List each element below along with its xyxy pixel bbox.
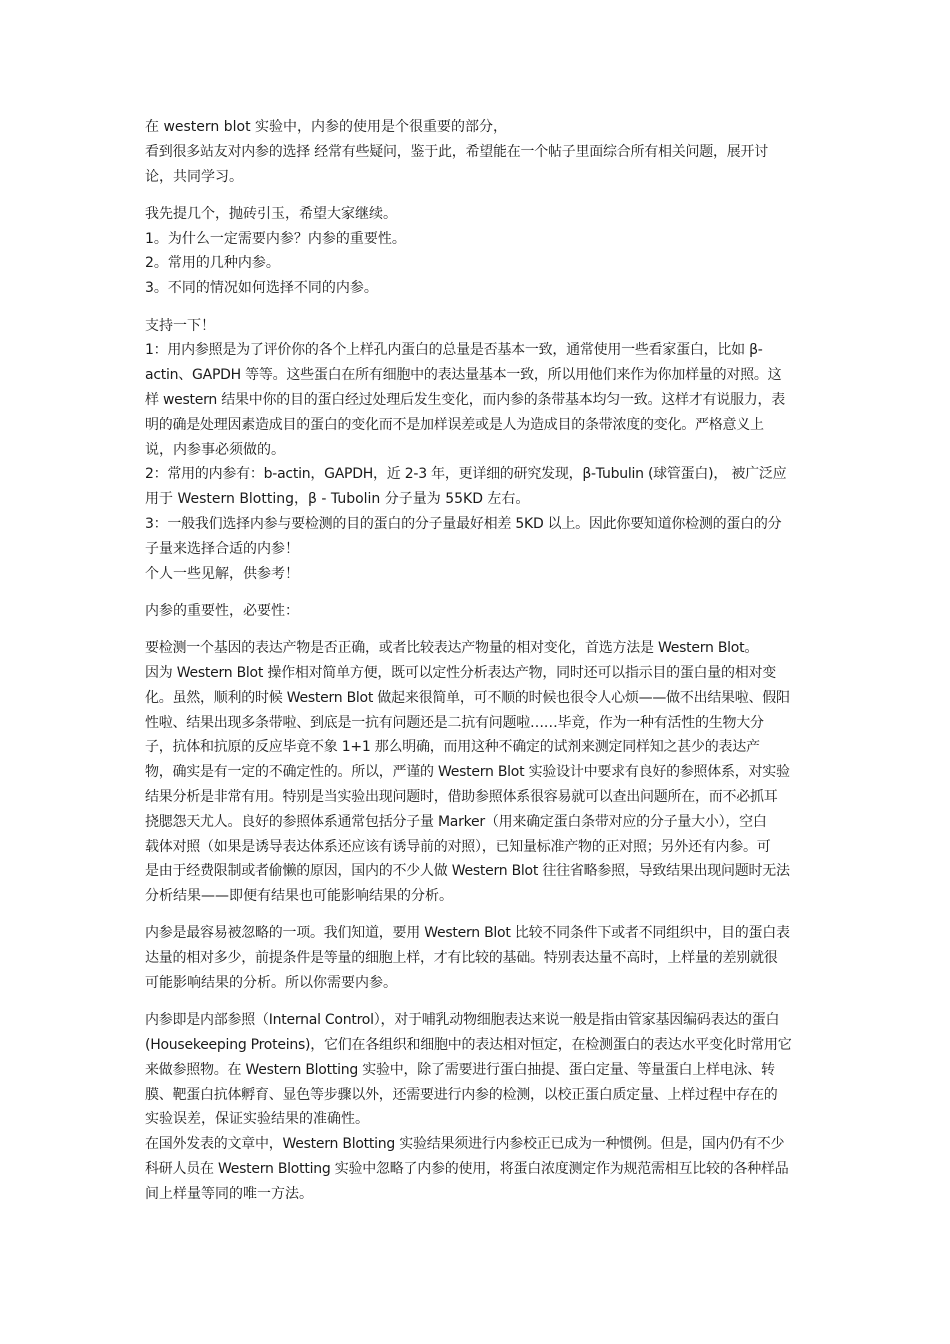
- text-line: 看到很多站友对内参的选择 经常有些疑问，鉴于此，希望能在一个帖子里面综合所有相关问题，展开讨: [145, 143, 768, 160]
- text-line: 个人一些见解，供参考！: [145, 565, 299, 582]
- text-line: 膜、靶蛋白抗体孵育、显色等步骤以外，还需要进行内参的检测，以校正蛋白质定量、上样过程中存在的: [145, 1086, 778, 1103]
- text-line: 实验误差，保证实验结果的准确性。: [145, 1111, 369, 1128]
- text-line: 要检测一个基因的表达产物是否正确，或者比较表达产物量的相对变化，首选方法是 Western Blot。: [145, 640, 759, 657]
- text-line: 结果分析是非常有用。特别是当实验出现问题时，借助参照体系很容易就可以查出问题所在，而不必抓耳: [145, 788, 778, 805]
- text-line: 来做参照物。在 Western Blotting 实验中，除了需要进行蛋白抽提、蛋白定量、等量蛋白上样电泳、转: [145, 1061, 775, 1078]
- text-line: 样 western 结果中你的目的蛋白经过处理后发生变化，而内参的条带基本均匀一致。这样才有说服力，表: [145, 391, 785, 408]
- text-line: 2：常用的内参有：b-actin，GAPDH，近 2-3 年，更详细的研究发现，β-Tubulin (球管蛋白)， 被广泛应: [145, 466, 787, 483]
- text-line: 子，抗体和抗原的反应毕竟不象 1+1 那么明确，而用这种不确定的试剂来测定同样知之甚少的表达产: [145, 739, 760, 756]
- document-page: [145, 115, 807, 1219]
- text-line: 在国外发表的文章中，Western Blotting 实验结果须进行内参校正已成为一种惯例。但是，国内仍有不少: [145, 1136, 785, 1153]
- questions-list: [145, 202, 807, 301]
- text-line: 达量的相对多少，前提条件是等量的细胞上样，才有比较的基础。特别表达量不高时，上样量的差别就很: [145, 950, 778, 967]
- text-line: 间上样量等同的唯一方法。: [145, 1185, 313, 1202]
- text-line: 在 western blot 实验中，内参的使用是个很重要的部分，: [145, 119, 508, 135]
- list-item: 2。常用的几种内参。: [145, 255, 280, 272]
- text-line: 化。虽然，顺利的时候 Western Blot 做起来很简单，可不顺的时候也很令人心烦——做不出结果啦、假阳: [145, 689, 790, 706]
- text-line: 说，内参事必须做的。: [145, 441, 285, 458]
- text-line: 物，确实是有一定的不确定性的。所以，严谨的 Western Blot 实验设计中要求有良好的参照体系，对实验: [145, 764, 790, 781]
- text-line: 可能影响结果的分析。所以你需要内参。: [145, 975, 397, 991]
- reply-paragraph: [145, 314, 807, 587]
- section-heading: [145, 599, 807, 624]
- text-line: 3：一般我们选择内参与要检测的目的蛋白的分子量最好相差 5KD 以上。因此你要知道你检测的蛋白的分: [145, 515, 782, 532]
- list-heading: 我先提几个，抛砖引玉，希望大家继续。: [145, 205, 397, 222]
- text-line: 明的确是处理因素造成目的蛋白的变化而不是加样误差或是人为造成目的条带浓度的变化。严格意义上: [145, 416, 764, 433]
- list-item: 3。不同的情况如何选择不同的内参。: [145, 280, 378, 297]
- text-line: 内参即是内部参照（Internal Control），对于哺乳动物细胞表达来说一般是指由管家基因编码表达的蛋白: [145, 1012, 780, 1029]
- text-line: 论，共同学习。: [145, 168, 243, 185]
- text-line: (Housekeeping Proteins)，它们在各组织和细胞中的表达相对恒定，在检测蛋白的表达水平变化时常用它: [145, 1037, 792, 1054]
- text-line: 分析结果——即便有结果也可能影响结果的分析。: [145, 888, 453, 905]
- list-item: 1。为什么一定需要内参？内参的重要性。: [145, 230, 406, 247]
- text-line: 内参是最容易被忽略的一项。我们知道，要用 Western Blot 比较不同条件下或者不同组织中，目的蛋白表: [145, 925, 790, 942]
- intro-paragraph: [145, 115, 807, 189]
- text-line: 支持一下！: [145, 317, 215, 334]
- text-line: 1：用内参照是为了评价你的各个上样孔内蛋白的总量是否基本一致，通常使用一些看家蛋白，比如 β-: [145, 342, 763, 359]
- text-line: 因为 Western Blot 操作相对简单方便，既可以定性分析表达产物，同时还可以指示目的蛋白量的相对变: [145, 664, 777, 681]
- internal-control-paragraph: [145, 1008, 807, 1206]
- ignored-paragraph: [145, 921, 807, 995]
- text-line: 用于 Western Blotting，β - Tubolin 分子量为 55KD 左右。: [145, 491, 530, 508]
- text-line: 是由于经费限制或者偷懒的原因，国内的不少人做 Western Blot 往往省略参照，导致结果出现问题时无法: [145, 863, 790, 880]
- heading-text: 内参的重要性，必要性：: [145, 602, 299, 619]
- text-line: 挠腮怨天尤人。良好的参照体系通常包括分子量 Marker（用来确定蛋白条带对应的分子量大小），空白: [145, 813, 767, 830]
- western-blot-paragraph: [145, 636, 807, 909]
- text-line: 性啦、结果出现多条带啦、到底是一抗有问题还是二抗有问题啦……毕竟，作为一种有活性的生物大分: [145, 714, 764, 731]
- text-line: actin、GAPDH 等等。这些蛋白在所有细胞中的表达量基本一致，所以用他们来作为你加样量的对照。这: [145, 367, 782, 384]
- text-line: 科研人员在 Western Blotting 实验中忽略了内参的使用，将蛋白浓度测定作为规范需相互比较的各种样品: [145, 1161, 789, 1178]
- text-line: 载体对照（如果是诱导表达体系还应该有诱导前的对照），已知量标准产物的正对照；另外还有内参。可: [145, 838, 771, 855]
- text-line: 子量来选择合适的内参！: [145, 540, 299, 557]
